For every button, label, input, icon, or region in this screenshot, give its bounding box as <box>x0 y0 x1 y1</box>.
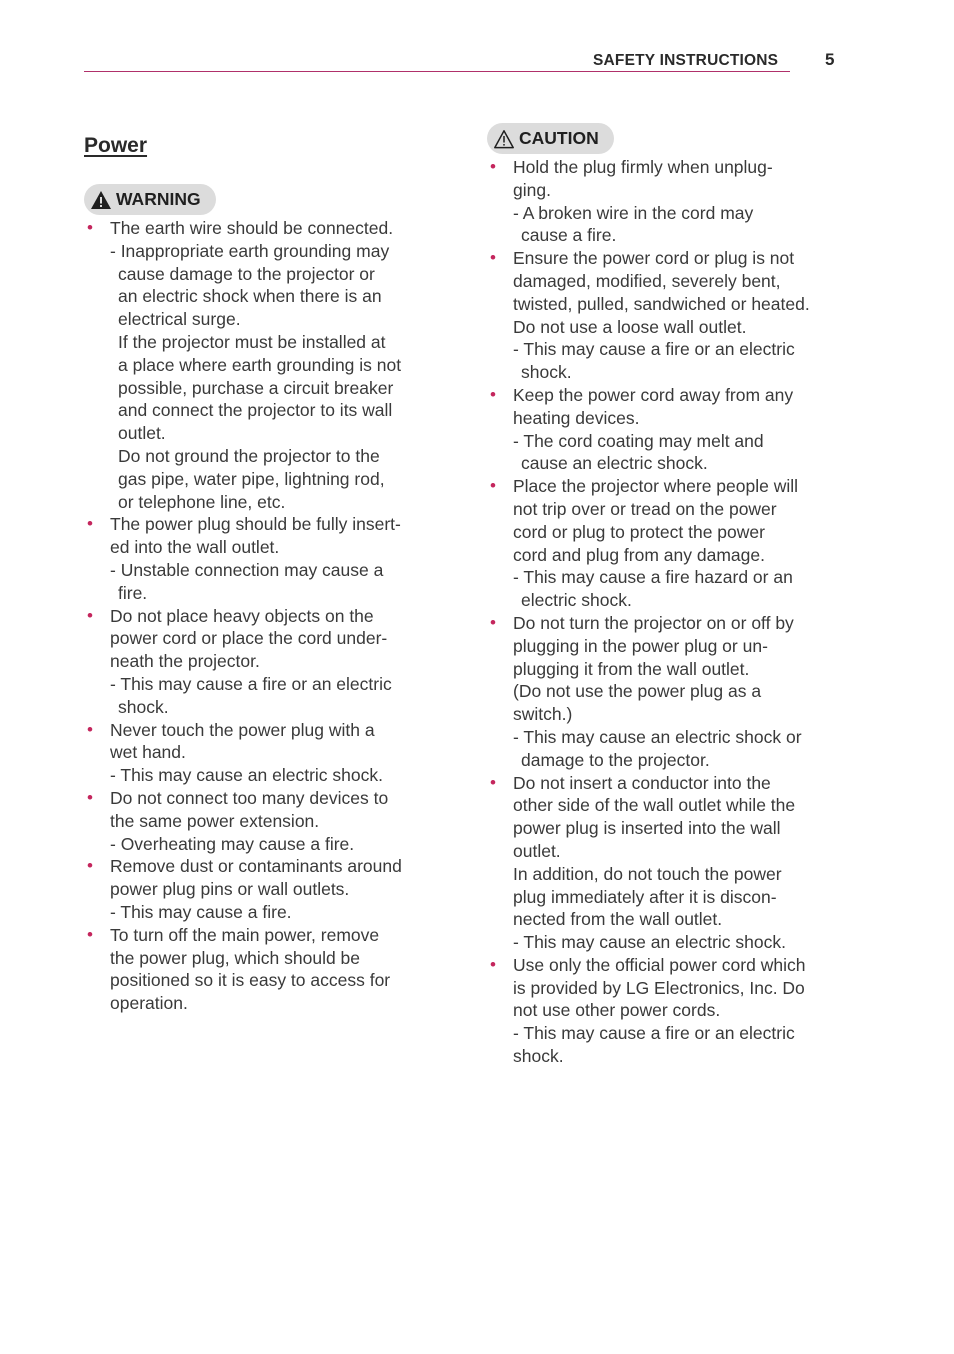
item-text-line: In addition, do not touch the power <box>513 863 782 884</box>
bullet-dot-icon: • <box>490 384 496 404</box>
item-text-line: ed into the wall outlet. <box>110 537 280 558</box>
caution-item <box>490 612 842 772</box>
item-note-line: - Inappropriate earth grounding may <box>110 240 390 261</box>
item-note-line: an electric shock when there is an <box>118 286 382 307</box>
item-text-line: power cord or place the cord under- <box>110 628 388 649</box>
item-text-line: is provided by LG Electronics, Inc. Do <box>513 977 805 998</box>
section-title: Power <box>84 134 148 157</box>
item-text-line: other side of the wall outlet while the <box>513 795 796 816</box>
item-note-line: electric shock. <box>521 590 632 611</box>
warning-item <box>87 719 439 787</box>
warning-item <box>87 787 439 855</box>
item-text-line: plug immediately after it is discon- <box>513 886 777 907</box>
warning-item <box>87 217 439 513</box>
item-note-line: or telephone line, etc. <box>118 491 286 512</box>
warning-column <box>87 217 439 1015</box>
bullet-dot-icon: • <box>490 248 496 268</box>
item-note-line: possible, purchase a circuit breaker <box>118 377 394 398</box>
item-text-line: The power plug should be fully insert- <box>110 514 401 535</box>
caution-badge <box>487 123 614 154</box>
item-note-line: Do not ground the projector to the <box>118 445 380 466</box>
item-text-line: not trip over or tread on the power <box>513 498 777 519</box>
item-note-line: - This may cause a fire or an electric <box>110 673 392 694</box>
item-text-line: ging. <box>513 179 551 200</box>
item-text-line: Use only the official power cord which <box>513 954 806 975</box>
item-text-line: Hold the plug firmly when unplug- <box>513 157 773 177</box>
item-note-line: gas pipe, water pipe, lightning rod, <box>118 468 385 489</box>
item-text-line: cord or plug to protect the power <box>513 521 765 542</box>
caution-item <box>490 772 842 954</box>
item-note-line: damage to the projector. <box>521 749 710 770</box>
item-text-line: plugging it from the wall outlet. <box>513 658 750 679</box>
item-text-line: heating devices. <box>513 407 640 428</box>
bullet-dot-icon: • <box>87 719 93 739</box>
item-note-line: - This may cause an electric shock. <box>110 765 383 786</box>
item-text-line: Do not use a loose wall outlet. <box>513 316 747 337</box>
item-text-line: The earth wire should be connected. <box>110 218 394 238</box>
caution-item <box>490 475 842 612</box>
item-text-line: Do not turn the projector on or off by <box>513 612 794 633</box>
bullet-dot-icon: • <box>490 157 496 176</box>
item-note-line: - A broken wire in the cord may <box>513 202 754 223</box>
item-text-line: To turn off the main power, remove <box>110 924 380 945</box>
item-text-line: plugging in the power plug or un- <box>513 635 768 656</box>
item-text-line: switch.) <box>513 704 573 725</box>
caution-item <box>490 384 842 475</box>
caution-item <box>490 156 842 247</box>
item-text-line: Do not insert a conductor into the <box>513 772 771 793</box>
item-note-line: - The cord coating may melt and <box>513 430 764 451</box>
item-note-line: - This may cause an electric shock or <box>513 726 802 747</box>
item-note-line: cause damage to the projector or <box>118 263 375 284</box>
item-text-line: nected from the wall outlet. <box>513 909 723 930</box>
item-note-line: a place where earth grounding is not <box>118 354 402 375</box>
header-rule <box>84 71 790 72</box>
bullet-dot-icon: • <box>490 954 496 974</box>
item-text-line: Place the projector where people will <box>513 476 799 497</box>
item-text-line: Do not place heavy objects on the <box>110 605 374 626</box>
item-text-line: Do not connect too many devices to <box>110 787 389 808</box>
caution-label: CAUTION <box>519 128 599 148</box>
item-text-line: Ensure the power cord or plug is not <box>513 248 795 269</box>
bullet-dot-icon: • <box>490 772 496 792</box>
item-note-line: - Overheating may cause a fire. <box>110 833 355 854</box>
header-title: SAFETY INSTRUCTIONS <box>593 52 779 69</box>
item-note-line: and connect the projector to its wall <box>118 400 393 421</box>
item-text-line: operation. <box>110 993 188 1014</box>
item-note-line: cause a fire. <box>521 225 617 246</box>
item-text-line: Keep the power cord away from any <box>513 384 794 405</box>
item-note-line: - This may cause an electric shock. <box>513 932 786 953</box>
item-note-line: - Unstable connection may cause a <box>110 559 384 580</box>
item-note-line: shock. <box>118 696 169 717</box>
item-text-line: positioned so it is easy to access for <box>110 970 391 991</box>
bullet-dot-icon: • <box>87 605 93 625</box>
item-note-line: cause an electric shock. <box>521 453 708 474</box>
bullet-dot-icon: • <box>87 787 93 807</box>
item-note-line: - This may cause a fire or an electric <box>513 339 795 360</box>
warning-label: WARNING <box>116 189 201 209</box>
warning-badge <box>84 184 216 215</box>
caution-column <box>490 156 842 1068</box>
caution-triangle-icon <box>493 129 515 149</box>
item-text-line: neath the projector. <box>110 651 260 672</box>
item-note-line: electrical surge. <box>118 309 241 330</box>
bullet-dot-icon: • <box>87 856 93 876</box>
warning-item <box>87 513 439 604</box>
page-number: 5 <box>825 50 835 69</box>
caution-item <box>490 247 842 384</box>
warning-item <box>87 855 439 923</box>
caution-item <box>490 954 842 1068</box>
item-text-line: wet hand. <box>110 742 186 763</box>
item-note-line: shock. <box>521 362 572 383</box>
item-text-line: Never touch the power plug with a <box>110 719 375 740</box>
item-note-line: outlet. <box>118 423 166 444</box>
item-text-line: not use other power cords. <box>513 1000 721 1021</box>
warning-item <box>87 605 439 719</box>
bullet-dot-icon: • <box>490 476 496 496</box>
item-text-line: outlet. <box>513 840 561 861</box>
warning-item <box>87 924 439 1015</box>
item-note-line: - This may cause a fire hazard or an <box>513 567 793 588</box>
item-text-line: Remove dust or contaminants around <box>110 856 402 877</box>
bullet-dot-icon: • <box>87 924 93 944</box>
item-text-line: power plug is inserted into the wall <box>513 818 781 839</box>
bullet-dot-icon: • <box>87 514 93 534</box>
item-text-line: the same power extension. <box>110 810 320 831</box>
item-note-line: If the projector must be installed at <box>118 331 386 352</box>
item-text-line: the power plug, which should be <box>110 947 361 968</box>
caution-list <box>490 156 842 1068</box>
item-note-line: fire. <box>118 582 148 603</box>
item-text-line: power plug pins or wall outlets. <box>110 879 350 900</box>
item-text-line: damaged, modified, severely bent, <box>513 270 781 291</box>
warning-triangle-icon <box>90 190 112 210</box>
item-text-line: shock. <box>513 1046 564 1067</box>
item-text-line: twisted, pulled, sandwiched or heated. <box>513 293 810 314</box>
bullet-dot-icon: • <box>490 612 496 632</box>
warning-list <box>87 217 439 1015</box>
item-text-line: (Do not use the power plug as a <box>513 681 762 702</box>
item-note-line: - This may cause a fire. <box>110 901 292 922</box>
item-text-line: cord and plug from any damage. <box>513 544 765 565</box>
bullet-dot-icon: • <box>87 218 93 237</box>
item-text-line: - This may cause a fire or an electric <box>513 1023 795 1044</box>
